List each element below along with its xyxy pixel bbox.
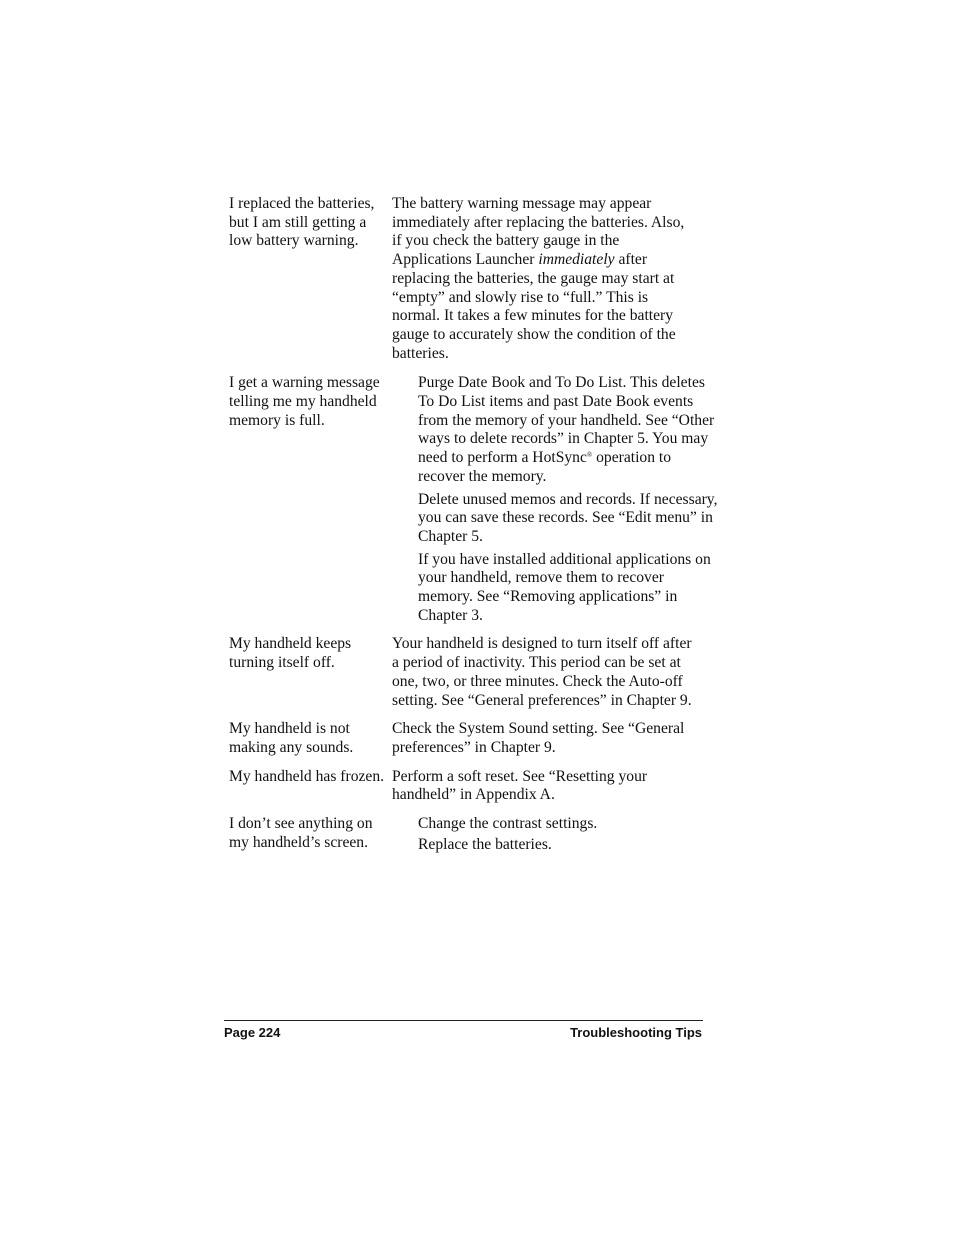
solution-text: operation to recover the memory. [418,449,672,485]
table-row [229,720,699,757]
problem-cell: I get a warning message telling me my handheld memory is full. [229,374,380,429]
page-number: Page 224 [224,1025,281,1040]
solution-cell [392,768,692,805]
problem-cell: My handheld is not making any sounds. [229,720,354,756]
list-item: Delete unused memos and records. If necessary, you can save these records. See “Edit menu” in Chapter 5. [418,490,718,545]
table-row [229,815,699,854]
row-spacer [229,363,699,374]
troubleshooting-table [229,195,718,855]
list-item [418,374,718,486]
solution-cell [392,635,692,710]
solution-text: Purge Date Book and To Do List. This deletes To Do List items and past Date Book events from the memory of your handheld. See “Other ways to delete records” in Chapter 5. You may need to perform a HotSync [418,374,715,467]
registered-mark: ® [586,451,593,460]
solution-text: after replacing the batteries, the gauge may start at “empty” and slowly rise to “full.” This is normal. It takes a few minutes for the battery gauge to accurately show the condition of the batteries. [392,251,676,362]
emphasis-text: immediately [538,251,615,269]
list-item: If you have installed additional applications on your handheld, remove them to recover memory. See “Removing applications” in Chapter 3. [418,550,711,624]
row-spacer [229,710,699,720]
problem-cell: I don’t see anything on my handheld’s screen. [229,815,373,851]
solution-paragraph [392,195,692,363]
row-spacer [229,758,699,768]
table-row [229,768,699,805]
list-item: Replace the batteries. [418,835,552,853]
solution-list [392,374,718,625]
solution-cell [392,720,692,757]
section-title: Troubleshooting Tips [570,1025,702,1040]
solution-cell [392,195,692,363]
problem-cell: I replaced the batteries, but I am still getting a low battery warning. [229,195,375,250]
solution-paragraph: Your handheld is designed to turn itself off after a period of inactivity. This period can be set at one, two, or three minutes. Check the Auto-off setting. See “General preferences” in Chapter 9. [392,635,692,709]
solution-list [392,815,718,854]
list-item: Change the contrast settings. [418,815,598,833]
problem-cell: My handheld keeps turning itself off. [229,635,352,672]
row-spacer [229,805,699,815]
problem-cell: My handheld has frozen. [229,767,385,785]
solution-text: The battery warning message may appear immediately after replacing the batteries. Also, if you check the battery gauge in the Applications Launcher [392,195,685,269]
table-row [229,374,718,625]
table-row [229,195,699,363]
table-row [229,635,699,710]
solution-paragraph: Check the System Sound setting. See “General preferences” in Chapter 9. [392,720,685,756]
row-spacer [229,625,699,635]
footer-divider [224,1020,703,1021]
solution-paragraph: Perform a soft reset. See “Resetting your handheld” in Appendix A. [392,767,648,804]
